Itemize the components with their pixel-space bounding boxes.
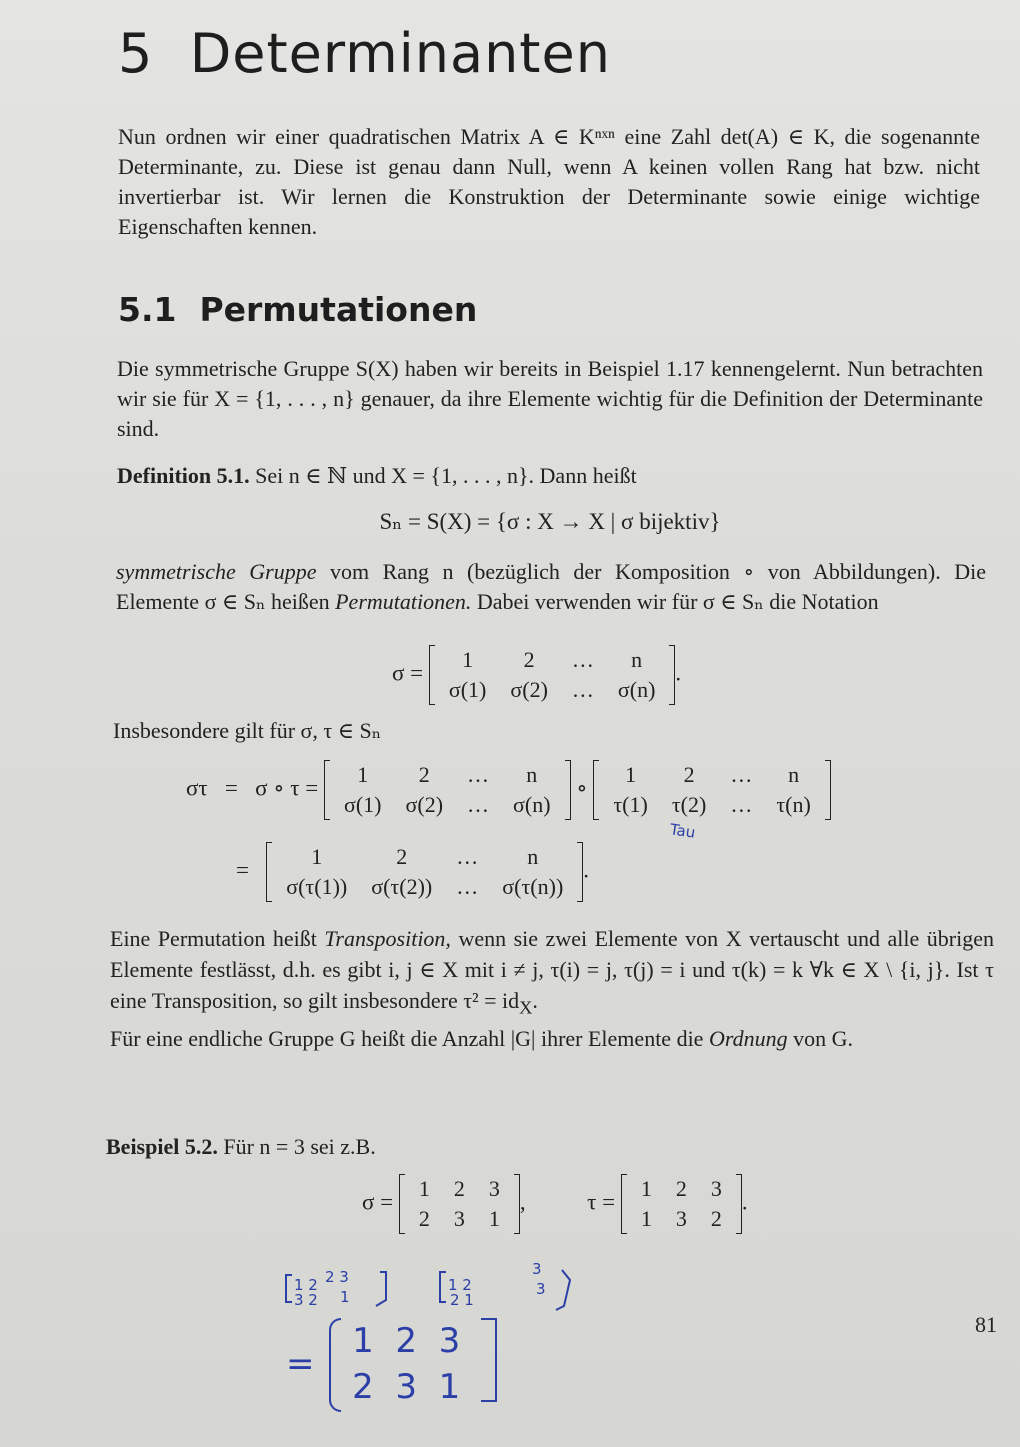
definition-line [117, 461, 983, 491]
sigma-matrix: 1 2 … n σ(1) σ(2) … σ(n) [324, 760, 571, 820]
definition-continued: symmetrische Gruppe vom Rang n (bezüglich der Komposition ∘ von Abbildungen). Die Elemente σ ∈ Sₙ heißen Permutationen. Dabei verwenden wir für σ ∈ Sₙ die Notation [116, 559, 986, 614]
chapter-number: 5 [118, 22, 154, 85]
example-matrices: σ = 1 2 3 2 3 1 , τ = 1 2 3 1 3 2 . [362, 1174, 748, 1234]
transposition-paragraph: Eine Permutation heißt Transposition, wenn sie zwei Elemente von X vertauscht und alle übrigen Elemente festlässt, d.h. es gibt i, j ∈ X mit i ≠ j, τ(i) = j, τ(j) = i und τ(k) = k ∀k ∈ X \ {i, j}. Ist τ eine Transposition, so gilt insbesondere $\tau^2 = id_X$. Für eine endliche Gruppe G heißt die Anzahl |G| ihrer Elemente die Ordnung von G. [110, 926, 994, 1052]
example-tau-matrix: 1 2 3 1 3 2 [621, 1174, 742, 1234]
section-heading [118, 290, 477, 329]
svg-text:1 2: 1 2 [294, 1276, 318, 1294]
svg-text:2 3: 2 3 [325, 1268, 349, 1286]
definition-text: Sei n ∈ ℕ und X = {1, . . . , n}. Dann heißt [255, 463, 637, 488]
notation-matrix: 1 2 … n σ(1) σ(2) … σ(n) [429, 645, 676, 705]
page-number: 81 [975, 1312, 997, 1337]
example-sigma-matrix: 1 2 3 2 3 1 [399, 1174, 520, 1234]
term-ordnung: Ordnung [708, 1026, 788, 1052]
definition-label: Definition 5.1. [117, 463, 250, 488]
example-label: Beispiel 5.2. [106, 1134, 218, 1159]
composition-result: = 1 2 … n σ(τ(1)) σ(τ(2)) … σ(τ(n)) . [236, 842, 589, 902]
example-line: Beispiel 5.2. Für n = 3 sei z.B. [106, 1134, 376, 1159]
notation-equation: σ = 1 2 … n σ(1) σ(2) … σ(n) . [392, 645, 681, 705]
svg-text:3: 3 [536, 1280, 546, 1298]
handwritten-scribble [280, 1250, 610, 1320]
tau-matrix: 1 2 … n τ(1) τ(2) … τ(n) [593, 760, 831, 820]
chapter-intro: Nun ordnen wir einer quadratischen Matrix A ∈ Kⁿˣⁿ eine Zahl det(A) ∈ K, die sogenannte Determinante, zu. Diese ist genau dann Null, wenn A keinen vollen Rang hat bzw. nicht invertierbar ist. Wir lernen die Konstruktion der Determinante sowie einige wichtige Eigenschaften kennen. [118, 124, 980, 239]
svg-text:1: 1 [340, 1288, 350, 1306]
definition-formula: Sₙ = S(X) = {σ : X → X | σ bijektiv} [379, 509, 721, 534]
section-intro: Die symmetrische Gruppe S(X) haben wir bereits in Beispiel 1.17 kennengelernt. Nun betrachten wir sie für X = {1, . . . , n} genauer, da ihre Elemente wichtig für die Definition der Determinante sind. [117, 356, 983, 441]
term-transposition: Transposition, [324, 926, 451, 951]
chapter-heading [118, 22, 611, 85]
section-title: Permutationen [199, 290, 478, 329]
section-number: 5.1 [118, 290, 177, 329]
handwritten-result: = 1 2 3 2 3 1 [286, 1318, 497, 1412]
chapter-title: Determinanten [189, 22, 611, 85]
composition-equation: στ = σ ∘ τ = 1 2 … n σ(1) σ(2) … σ(n) ∘ 1 2 … n τ(1) τ(2) … τ(n) [186, 760, 831, 820]
term-symmetrische-gruppe: symmetrische Gruppe [116, 559, 317, 584]
svg-text:2 1: 2 1 [450, 1291, 474, 1309]
composed-matrix: 1 2 … n σ(τ(1)) σ(τ(2)) … σ(τ(n)) [266, 842, 583, 902]
insbesondere-line: Insbesondere gilt für σ, τ ∈ Sₙ [113, 718, 382, 743]
handwritten-note-tau: Tau [668, 820, 697, 842]
term-permutationen: Permutationen. [335, 589, 472, 614]
svg-text:3 2: 3 2 [294, 1291, 318, 1309]
svg-text:1 2: 1 2 [448, 1276, 472, 1294]
svg-text:3: 3 [532, 1260, 542, 1278]
